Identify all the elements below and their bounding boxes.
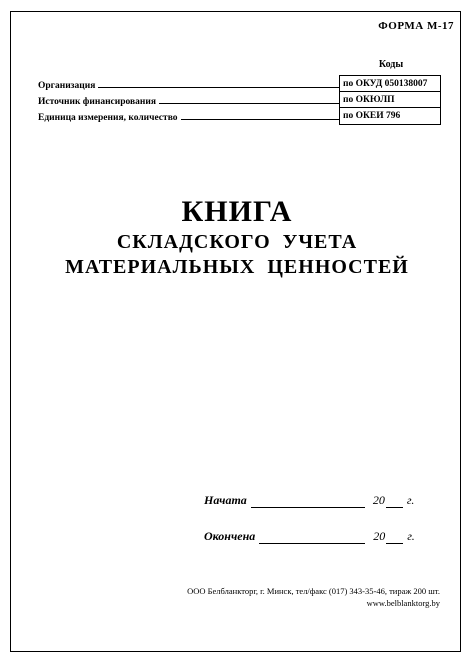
funding-source-field (38, 91, 339, 107)
end-year-line[interactable] (386, 532, 403, 544)
end-date-row (204, 529, 415, 544)
start-date-row (204, 493, 414, 508)
organization-field (38, 75, 339, 91)
start-date-label: Начата (204, 493, 247, 507)
publisher-footer (187, 585, 440, 609)
publisher-website[interactable]: www.belblanktorg.by (366, 598, 440, 608)
code-okyulp: по ОКЮЛП (340, 92, 440, 108)
title-main: КНИГА (181, 195, 293, 228)
requisites-fields (38, 75, 339, 123)
code-okei: по ОКЕИ 796 (343, 111, 401, 121)
start-year-suffix: г. (406, 493, 415, 507)
title-subtitle-2: МАТЕРИАЛЬНЫХ ЦЕННОСТЕЙ (65, 256, 409, 278)
codes-header: Коды (378, 59, 404, 70)
start-year-line[interactable] (386, 496, 403, 508)
organization-label: Организация (38, 81, 96, 91)
funding-source-label: Источник финансирования (38, 97, 157, 107)
start-date-line[interactable] (251, 495, 365, 508)
unit-input-line[interactable] (181, 118, 339, 120)
code-okud: по ОКУД 050138007 (340, 76, 440, 92)
form-code: ФОРМА М-17 (378, 20, 454, 32)
end-date-label: Окончена (204, 529, 256, 543)
publisher-info: ООО Белбланкторг, г. Минск, тел/факс (017) 343-35-46, тираж 200 шт. (187, 586, 440, 596)
unit-label: Единица измерения, количество (38, 113, 178, 123)
codes-table (339, 75, 441, 125)
organization-input-line[interactable] (98, 86, 339, 88)
end-year-suffix: г. (407, 529, 415, 543)
funding-source-input-line[interactable] (159, 102, 339, 104)
end-date-line[interactable] (259, 531, 365, 544)
start-year-prefix: 20 (372, 493, 385, 507)
unit-field (38, 107, 339, 123)
end-year-prefix: 20 (373, 529, 386, 543)
title-subtitle-1: СКЛАДСКОГО УЧЕТА (116, 231, 358, 253)
